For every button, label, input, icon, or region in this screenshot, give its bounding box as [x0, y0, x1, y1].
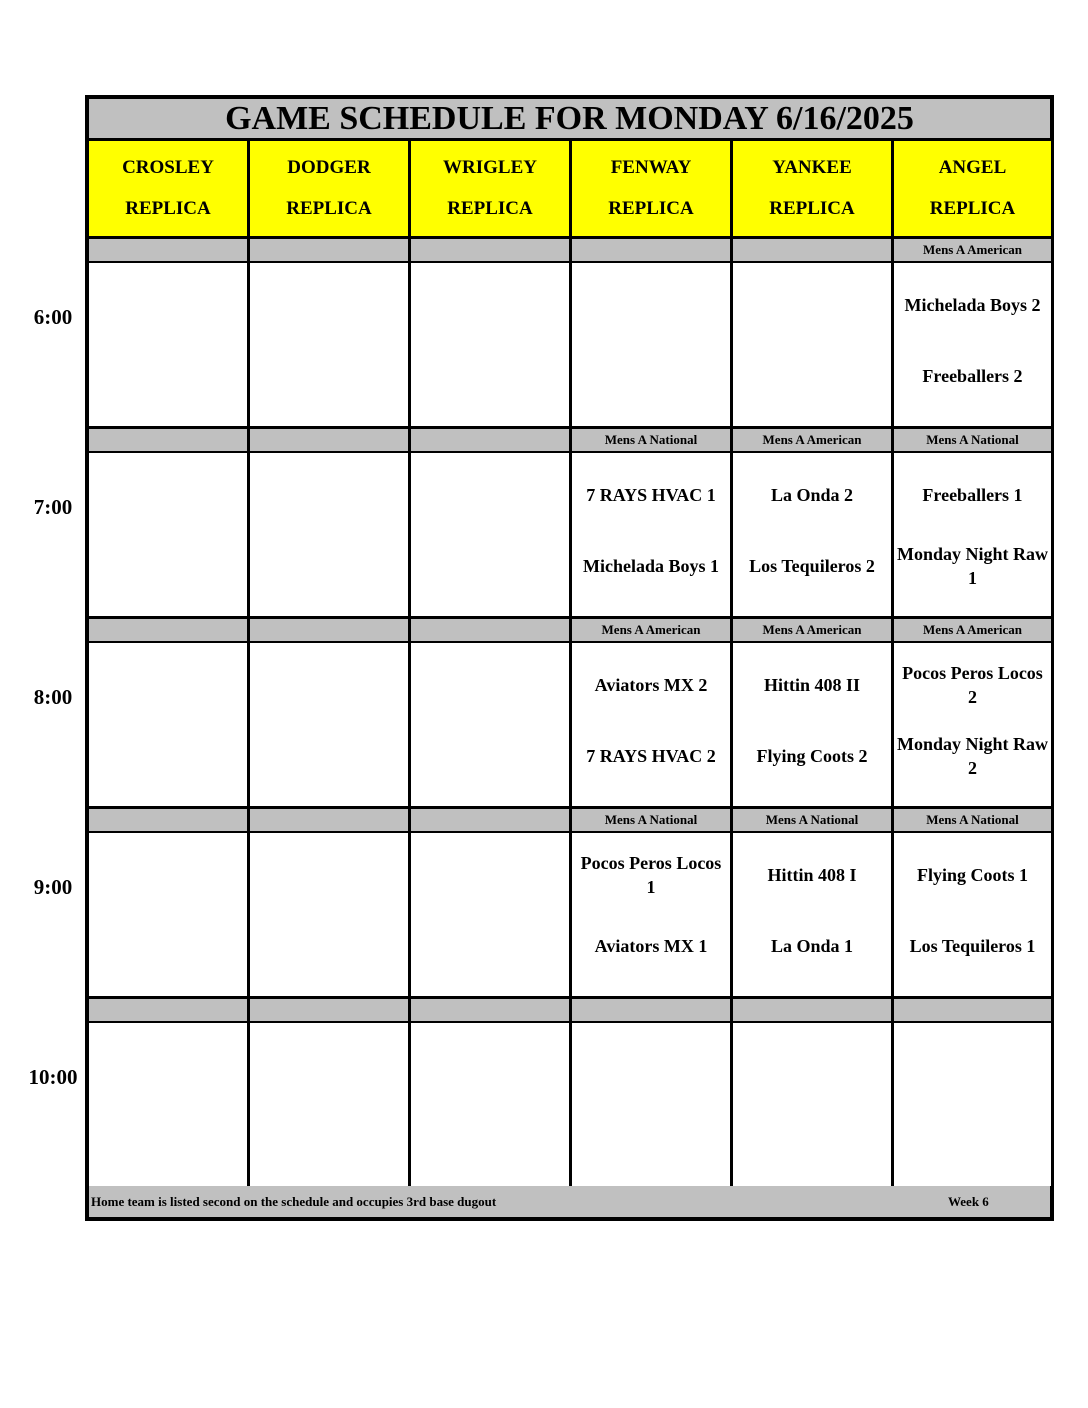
- empty-cell: [250, 263, 408, 426]
- home-team: Michelada Boys 1: [582, 556, 719, 576]
- home-team: Los Tequileros 2: [749, 556, 875, 576]
- empty-cell: [733, 263, 891, 426]
- field-name: CROSLEY: [122, 156, 214, 178]
- empty-cell: [250, 1023, 408, 1186]
- away-team: Michelada Boys 2: [904, 295, 1041, 315]
- game-cell: [894, 833, 1051, 996]
- away-team: Aviators MX 2: [594, 675, 708, 695]
- home-team: Monday Night Raw 2: [896, 734, 1048, 778]
- field-subtitle: REPLICA: [769, 198, 855, 220]
- away-team: Pocos Peros Locos 2: [902, 663, 1043, 707]
- field-name: FENWAY: [610, 156, 692, 178]
- empty-cell: [411, 263, 569, 426]
- game-cell: [894, 643, 1051, 806]
- division-band: [89, 239, 247, 261]
- empty-cell: [411, 1023, 569, 1186]
- home-team: Aviators MX 1: [594, 936, 708, 956]
- away-team: Hittin 408 II: [763, 675, 860, 695]
- away-team: Hittin 408 I: [767, 865, 857, 885]
- division-band: [894, 999, 1051, 1021]
- field-header: [89, 141, 247, 236]
- game-cell: [733, 833, 891, 996]
- empty-cell: [733, 1023, 891, 1186]
- division-band: [250, 809, 408, 831]
- empty-cell: [250, 453, 408, 616]
- division-band: [89, 999, 247, 1021]
- division-band: [89, 619, 247, 641]
- game-cell: [894, 453, 1051, 616]
- home-team: 7 RAYS HVAC 2: [586, 746, 716, 766]
- home-team: Freeballers 2: [922, 366, 1023, 386]
- field-subtitle: REPLICA: [447, 198, 533, 220]
- empty-cell: [89, 453, 247, 616]
- empty-cell: [250, 833, 408, 996]
- home-team: Los Tequileros 1: [909, 936, 1036, 956]
- division-band: [733, 239, 891, 261]
- division-band: Mens A National: [894, 429, 1051, 451]
- division-band: Mens A American: [894, 619, 1051, 641]
- field-subtitle: REPLICA: [125, 198, 211, 220]
- away-team: Pocos Peros Locos 1: [580, 853, 722, 897]
- division-band: Mens A National: [894, 809, 1051, 831]
- empty-cell: [89, 643, 247, 806]
- field-name: WRIGLEY: [443, 156, 537, 178]
- division-band: [411, 429, 569, 451]
- division-band: [572, 999, 730, 1021]
- empty-cell: [894, 1023, 1051, 1186]
- empty-cell: [572, 263, 730, 426]
- home-team: La Onda 1: [770, 936, 854, 956]
- game-cell: [572, 643, 730, 806]
- field-header: [411, 141, 569, 236]
- empty-cell: [250, 643, 408, 806]
- field-name: YANKEE: [772, 156, 852, 178]
- game-cell: [894, 263, 1051, 426]
- field-header: [250, 141, 408, 236]
- empty-cell: [411, 643, 569, 806]
- division-band: Mens A National: [572, 429, 730, 451]
- field-name: ANGEL: [938, 156, 1007, 178]
- empty-cell: [572, 1023, 730, 1186]
- game-cell: [572, 453, 730, 616]
- empty-cell: [411, 833, 569, 996]
- division-band: [89, 809, 247, 831]
- division-band: [250, 619, 408, 641]
- empty-cell: [89, 263, 247, 426]
- game-cell: [733, 453, 891, 616]
- field-name: DODGER: [287, 156, 371, 178]
- division-band: [411, 239, 569, 261]
- division-band: [411, 809, 569, 831]
- time-label: 8:00: [33, 684, 73, 709]
- division-band: [411, 999, 569, 1021]
- division-band: [572, 239, 730, 261]
- division-band: Mens A National: [733, 809, 891, 831]
- division-band: Mens A American: [733, 619, 891, 641]
- footer-note: Home team is listed second on the schedule and occupies 3rd base dugout: [91, 1193, 497, 1209]
- division-band: [250, 999, 408, 1021]
- footer-bar: [89, 1186, 1050, 1217]
- field-subtitle: REPLICA: [929, 198, 1016, 220]
- empty-cell: [89, 833, 247, 996]
- week-label: Week 6: [948, 1193, 989, 1209]
- home-team: Flying Coots 2: [756, 746, 868, 766]
- division-band: Mens A National: [572, 809, 730, 831]
- away-team: Freeballers 1: [922, 485, 1023, 505]
- division-band: [411, 619, 569, 641]
- game-cell: [733, 643, 891, 806]
- time-label: 9:00: [33, 874, 73, 899]
- field-subtitle: REPLICA: [286, 198, 372, 220]
- time-label: 7:00: [33, 494, 73, 519]
- empty-cell: [89, 1023, 247, 1186]
- division-band: [89, 429, 247, 451]
- field-subtitle: REPLICA: [608, 198, 694, 220]
- division-band: Mens A American: [733, 429, 891, 451]
- field-header: [733, 141, 891, 236]
- field-header: [894, 141, 1051, 236]
- game-cell: [572, 833, 730, 996]
- page-title: GAME SCHEDULE FOR MONDAY 6/16/2025: [89, 99, 1050, 138]
- away-team: 7 RAYS HVAC 1: [586, 485, 716, 505]
- time-label: 10:00: [28, 1064, 78, 1089]
- division-band: [733, 999, 891, 1021]
- away-team: Flying Coots 1: [916, 865, 1028, 885]
- division-band: [250, 239, 408, 261]
- time-label: 6:00: [33, 304, 73, 329]
- division-band: Mens A American: [572, 619, 730, 641]
- home-team: Monday Night Raw 1: [896, 544, 1048, 588]
- division-band: [250, 429, 408, 451]
- field-header: [572, 141, 730, 236]
- division-band: Mens A American: [894, 239, 1051, 261]
- away-team: La Onda 2: [770, 485, 854, 505]
- empty-cell: [411, 453, 569, 616]
